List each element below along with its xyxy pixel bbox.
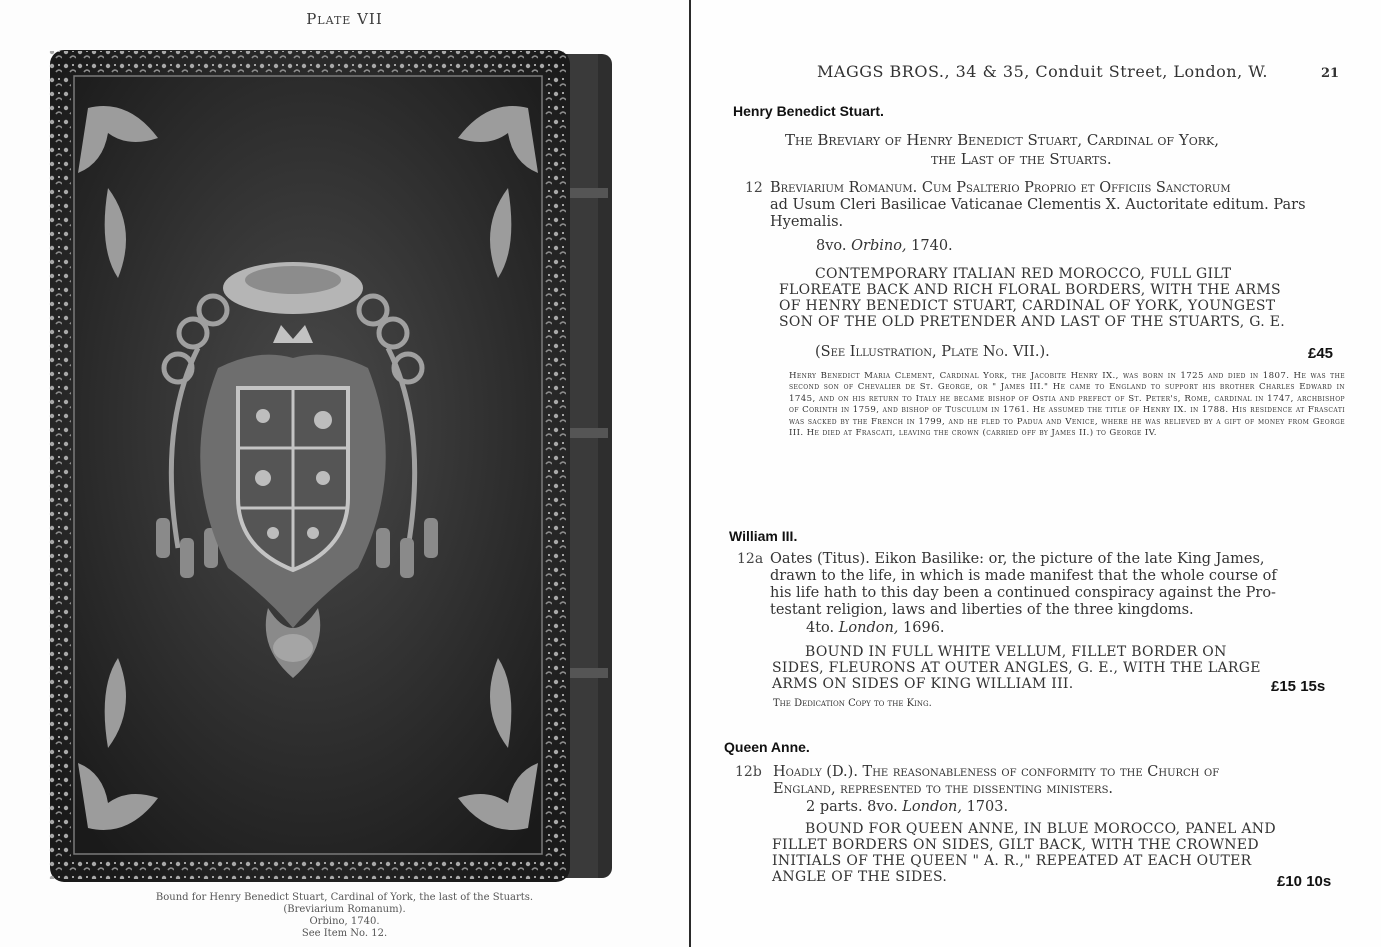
item-note: The Dedication Copy to the King. (773, 698, 932, 709)
item-title-line: Hyemalis. (770, 214, 844, 230)
plate-title: Plate VII (306, 10, 383, 28)
binding-description-line: CONTEMPORARY ITALIAN RED MOROCCO, FULL GILT (815, 266, 1232, 282)
item-imprint (806, 799, 1008, 815)
historical-note: Henry Benedict Maria Clement, Cardinal York, the Jacobite Henry IX., was born in 1725 and died in 1807. He was the second son of Chevalier de St. George, or " James III." He came to England to support his brother Charles Edward in 1745, and on his return to Italy he became bishop of Ostia and prefect of St. Peter's, Rome, cardinal in 1747, archbishop of Corinth in 1759, and bishop of Tusculum in 1761. He assumed the title of Henry IX. in 1788. His residence at Frascati was sacked by the French in 1799, and he fled to Padua and Venice, where he was relieved by a gift of money from George III. He died at Frascati, leaving the crown (carried off by James II.) to George IV. (789, 371, 1345, 439)
book-binding-photograph (48, 48, 616, 884)
item-number: 12 (745, 180, 763, 196)
binding-description-line: SON OF THE OLD PRETENDER AND LAST OF THE STUARTS, G. E. (779, 314, 1285, 330)
item-place: London, (838, 620, 899, 636)
left-page (0, 0, 689, 947)
section-subtitle: the Last of the Stuarts. (931, 150, 1112, 168)
item-title-line: Oates (Titus). Eikon Basilike: or, the picture of the late King James, (770, 551, 1265, 567)
item-year: 1696. (903, 620, 945, 636)
binding-description-line: OF HENRY BENEDICT STUART, CARDINAL OF YORK, YOUNGEST (779, 298, 1276, 314)
item-format: 8vo. (816, 238, 847, 254)
item-imprint (806, 620, 945, 636)
binding-description-line: INITIALS OF THE QUEEN " A. R.," REPEATED AT EACH OUTER (772, 853, 1252, 869)
plate-caption (0, 892, 689, 940)
running-header: MAGGS BROS., 34 & 35, Conduit Street, London, W. (817, 62, 1269, 81)
item-imprint (816, 238, 953, 254)
right-page (691, 0, 1381, 947)
section-heading: Queen Anne. (724, 739, 810, 755)
item-title-line: testant religion, laws and liberties of the three kingdoms. (770, 602, 1194, 618)
binding-description-line: BOUND FOR QUEEN ANNE, IN BLUE MOROCCO, PANEL AND (805, 821, 1276, 837)
section-heading: Henry Benedict Stuart. (733, 103, 884, 119)
section-subtitle: The Breviary of Henry Benedict Stuart, Cardinal of York, (785, 131, 1220, 149)
binding-description-line: SIDES, FLEURONS AT OUTER ANGLES, G. E., WITH THE LARGE (772, 660, 1261, 676)
binding-description-line: ANGLE OF THE SIDES. (772, 869, 948, 885)
item-number: 12b (735, 764, 762, 780)
see-illustration: (See Illustration, Plate No. VII.). (815, 344, 1050, 360)
item-price: £10 10s (1277, 873, 1332, 890)
item-year: 1703. (966, 799, 1009, 815)
item-place: Orbino, (851, 238, 907, 254)
item-format: 2 parts. 8vo. (806, 799, 898, 815)
item-price: £45 (1308, 345, 1334, 362)
item-title-line: ad Usum Cleri Basilicae Vaticanae Clementis X. Auctoritate editum. Pars (770, 197, 1306, 213)
item-title-line: Breviarium Romanum. Cum Psalterio Proprio et Officiis Sanctorum (770, 180, 1231, 196)
binding-description-line: BOUND IN FULL WHITE VELLUM, FILLET BORDER ON (805, 644, 1227, 660)
caption-line: Orbino, 1740. (309, 916, 380, 927)
item-price: £15 15s (1271, 678, 1326, 695)
binding-description-line: FLOREATE BACK AND RICH FLORAL BORDERS, WITH THE ARMS (779, 282, 1281, 298)
caption-line: See Item No. 12. (301, 928, 388, 939)
section-heading: William III. (729, 528, 798, 544)
item-title-line: drawn to the life, in which is made manifest that the whole course of (770, 568, 1277, 584)
binding-description-line: ARMS ON SIDES OF KING WILLIAM III. (772, 676, 1074, 692)
item-title-line: his life hath to this day been a continued conspiracy against the Pro- (770, 585, 1276, 601)
item-place: London, (902, 799, 962, 815)
item-format: 4to. (806, 620, 835, 636)
caption-line: Bound for Henry Benedict Stuart, Cardinal of York, the last of the Stuarts. (155, 892, 534, 903)
binding-description-line: FILLET BORDERS ON SIDES, GILT BACK, WITH THE CROWNED (772, 837, 1259, 853)
item-number: 12a (737, 551, 764, 567)
item-title-line: Hoadly (D.). The reasonableness of conformity to the Church of (773, 764, 1220, 780)
item-title-line: England, represented to the dissenting ministers. (773, 781, 1114, 797)
page-number: 21 (1321, 66, 1340, 81)
item-year: 1740. (911, 238, 953, 254)
caption-line: (Breviarium Romanum). (283, 904, 406, 915)
